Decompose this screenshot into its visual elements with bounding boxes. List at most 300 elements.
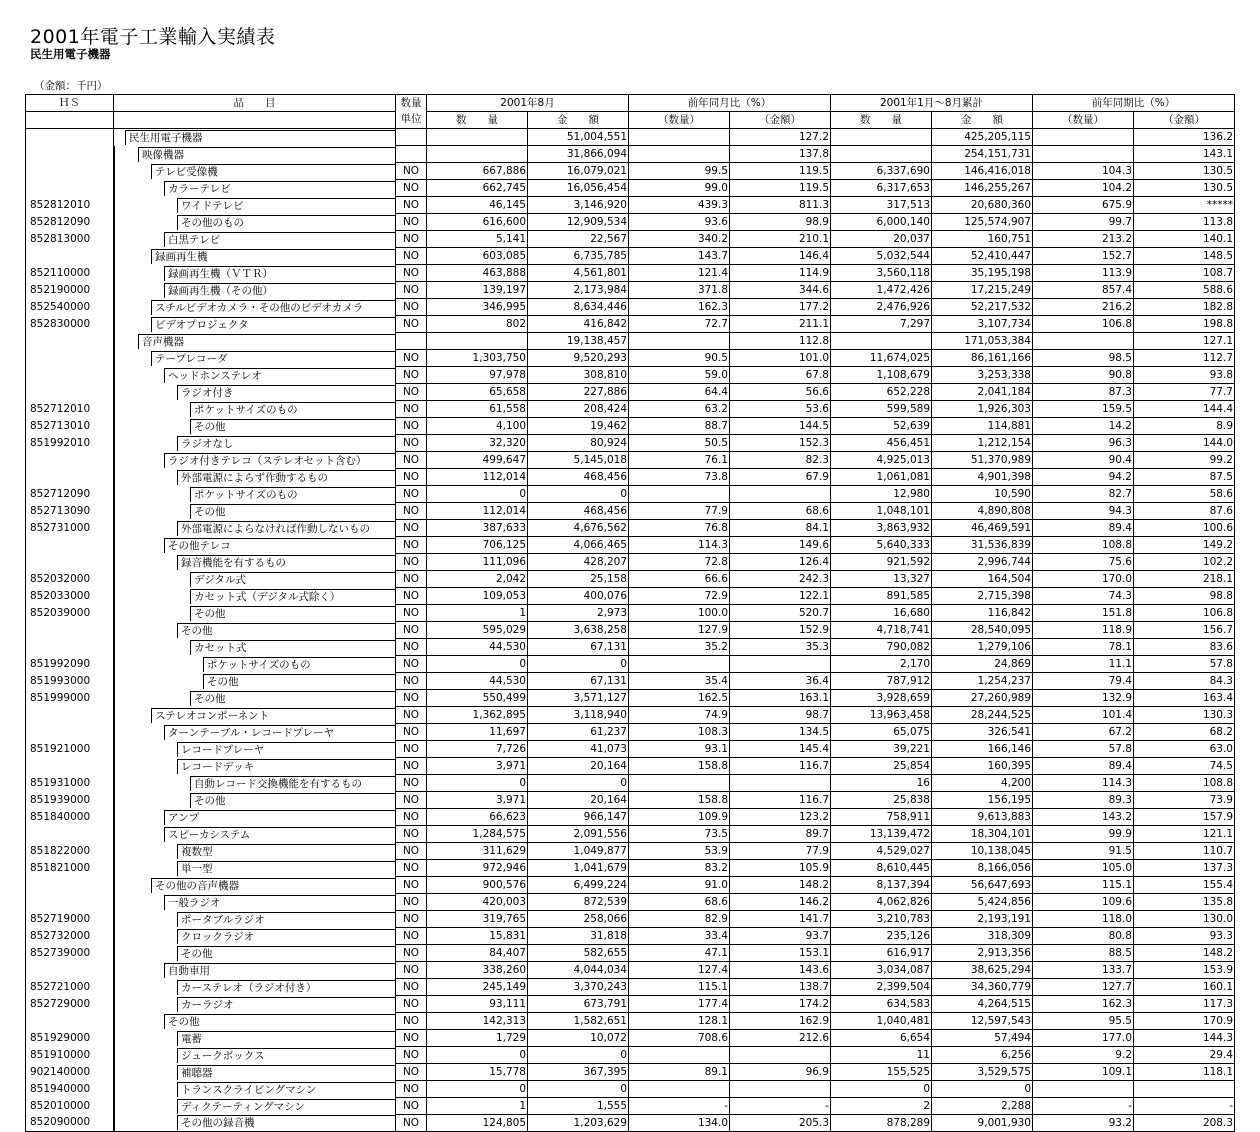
amount-cum: 2,193,191	[932, 911, 1033, 928]
qty-pct-month: 91.0	[629, 877, 730, 894]
amount-pct-month: 149.6	[730, 537, 831, 554]
hs-code: 852010000	[26, 1098, 114, 1115]
qty-month: 338,260	[427, 962, 528, 979]
qty-cum	[831, 333, 932, 350]
unit-cell: NO	[396, 707, 427, 724]
table-row	[26, 350, 1235, 367]
qty-month	[427, 333, 528, 350]
unit-cell: NO	[396, 1115, 427, 1132]
item-name	[114, 350, 396, 367]
amount-cum: 254,151,731	[932, 146, 1033, 163]
qty-pct-month: 439.3	[629, 197, 730, 214]
amount-month: 80,924	[528, 435, 629, 452]
qty-month: 65,658	[427, 384, 528, 401]
amount-month: 61,237	[528, 724, 629, 741]
item-name-label: 白黒テレビ	[164, 232, 395, 247]
table-row	[26, 622, 1235, 639]
table-row	[26, 571, 1235, 588]
table-row	[26, 1081, 1235, 1098]
hs-code: 851993000	[26, 673, 114, 690]
amount-pct-month: 84.1	[730, 520, 831, 537]
qty-month: 46,145	[427, 197, 528, 214]
amount-pct-cum: 127.1	[1134, 333, 1235, 350]
qty-cum: 6,317,653	[831, 180, 932, 197]
unit-cell: NO	[396, 384, 427, 401]
amount-pct-month: 93.7	[730, 928, 831, 945]
qty-cum: 11	[831, 1047, 932, 1064]
unit-cell: NO	[396, 894, 427, 911]
amount-pct-cum: 100.6	[1134, 520, 1235, 537]
qty-pct-cum: 114.3	[1033, 775, 1134, 792]
amount-cum: 31,536,839	[932, 537, 1033, 554]
item-name	[114, 554, 396, 571]
qty-month: 595,029	[427, 622, 528, 639]
amount-pct-month: -	[730, 1098, 831, 1115]
table-row	[26, 843, 1235, 860]
item-name	[114, 741, 396, 758]
qty-pct-month: 127.4	[629, 962, 730, 979]
item-name	[114, 843, 396, 860]
amount-pct-month: 67.8	[730, 367, 831, 384]
item-name	[114, 265, 396, 282]
unit-cell: NO	[396, 537, 427, 554]
amount-pct-month: 141.7	[730, 911, 831, 928]
amount-pct-cum: 63.0	[1134, 741, 1235, 758]
amount-pct-month: 119.5	[730, 163, 831, 180]
amount-pct-month: 146.2	[730, 894, 831, 911]
amount-cum: 10,590	[932, 486, 1033, 503]
table-row	[26, 214, 1235, 231]
hs-code	[26, 180, 114, 197]
qty-pct-month	[629, 775, 730, 792]
qty-month: 2,042	[427, 571, 528, 588]
amount-pct-cum: 93.3	[1134, 928, 1235, 945]
amount-month: 31,866,094	[528, 146, 629, 163]
item-name-label: カーラジオ	[177, 997, 395, 1012]
item-name-label: 音声機器	[138, 334, 395, 349]
qty-month: 7,726	[427, 741, 528, 758]
amount-month: 4,676,562	[528, 520, 629, 537]
amount-cum: 2,913,356	[932, 945, 1033, 962]
qty-cum: 8,610,445	[831, 860, 932, 877]
qty-month: 139,197	[427, 282, 528, 299]
qty-month: 972,946	[427, 860, 528, 877]
amount-month: 19,462	[528, 418, 629, 435]
qty-month: 706,125	[427, 537, 528, 554]
qty-pct-month	[629, 333, 730, 350]
qty-pct-month: 35.2	[629, 639, 730, 656]
item-name-label: ラジオ付き	[177, 385, 395, 400]
unit-cell: NO	[396, 690, 427, 707]
qty-pct-cum: 104.2	[1033, 180, 1134, 197]
amount-pct-month: 145.4	[730, 741, 831, 758]
item-name	[114, 588, 396, 605]
amount-cum: 8,166,056	[932, 860, 1033, 877]
qty-pct-month: 82.9	[629, 911, 730, 928]
qty-pct-cum: 132.9	[1033, 690, 1134, 707]
amount-month: 9,520,293	[528, 350, 629, 367]
qty-pct-month: 33.4	[629, 928, 730, 945]
amount-pct-cum: 163.4	[1134, 690, 1235, 707]
qty-cum	[831, 129, 932, 146]
amount-month: 31,818	[528, 928, 629, 945]
qty-pct-month: 47.1	[629, 945, 730, 962]
amount-month: 0	[528, 1047, 629, 1064]
amount-cum: 146,255,267	[932, 180, 1033, 197]
qty-pct-cum: 90.4	[1033, 452, 1134, 469]
amount-pct-cum: *****	[1134, 197, 1235, 214]
item-name	[114, 877, 396, 894]
amount-pct-month: 212.6	[730, 1030, 831, 1047]
table-row	[26, 520, 1235, 537]
table-row	[26, 1064, 1235, 1081]
qty-pct-month: 93.6	[629, 214, 730, 231]
hs-code: 851931000	[26, 775, 114, 792]
amount-pct-month: 77.9	[730, 843, 831, 860]
qty-cum: 16,680	[831, 605, 932, 622]
unit-cell: NO	[396, 996, 427, 1013]
amount-pct-cum: 144.3	[1134, 1030, 1235, 1047]
amount-pct-month: 127.2	[730, 129, 831, 146]
header-hs: ＨＳ	[26, 95, 114, 112]
item-name-label: アンプ	[164, 810, 395, 825]
item-name-label: 映像機器	[138, 147, 395, 162]
qty-pct-cum: 80.8	[1033, 928, 1134, 945]
qty-cum: 1,048,101	[831, 503, 932, 520]
unit-cell: NO	[396, 401, 427, 418]
amount-month: 468,456	[528, 503, 629, 520]
qty-pct-month: 76.1	[629, 452, 730, 469]
qty-month: 319,765	[427, 911, 528, 928]
hs-code: 851921000	[26, 741, 114, 758]
header-amount-month: 金 額	[528, 112, 629, 129]
qty-month: 1,362,895	[427, 707, 528, 724]
table-row	[26, 180, 1235, 197]
amount-cum: 1,926,303	[932, 401, 1033, 418]
item-name-label: ディクテーティングマシン	[177, 1099, 395, 1114]
item-name	[114, 452, 396, 469]
hs-code: 852812010	[26, 197, 114, 214]
hs-code	[26, 537, 114, 554]
table-row	[26, 537, 1235, 554]
amount-cum: 9,613,883	[932, 809, 1033, 826]
amount-pct-cum: 68.2	[1134, 724, 1235, 741]
item-name-label: カラーテレビ	[164, 181, 395, 196]
amount-pct-cum: 93.8	[1134, 367, 1235, 384]
qty-month: 1,284,575	[427, 826, 528, 843]
amount-month: 258,066	[528, 911, 629, 928]
table-row	[26, 894, 1235, 911]
qty-pct-month: 114.3	[629, 537, 730, 554]
item-name	[114, 962, 396, 979]
amount-month: 16,056,454	[528, 180, 629, 197]
amount-pct-cum: 137.3	[1134, 860, 1235, 877]
qty-pct-cum: 118.0	[1033, 911, 1134, 928]
qty-pct-cum: 101.4	[1033, 707, 1134, 724]
qty-pct-month: 72.9	[629, 588, 730, 605]
hs-code: 852729000	[26, 996, 114, 1013]
amount-cum: 1,279,106	[932, 639, 1033, 656]
amount-pct-cum: 218.1	[1134, 571, 1235, 588]
qty-cum: 13,963,458	[831, 707, 932, 724]
hs-code	[26, 707, 114, 724]
amount-pct-month: 101.0	[730, 350, 831, 367]
amount-pct-month: 68.6	[730, 503, 831, 520]
item-name-label: ビデオプロジェクタ	[151, 317, 395, 332]
qty-month: 550,499	[427, 690, 528, 707]
item-name-label: テープレコーダ	[151, 351, 395, 366]
qty-month: 15,831	[427, 928, 528, 945]
item-name-label: 録画再生機（ＶＴＲ）	[164, 266, 395, 281]
table-row	[26, 1013, 1235, 1030]
qty-pct-month: 121.4	[629, 265, 730, 282]
table-row	[26, 129, 1235, 146]
qty-pct-month: 72.8	[629, 554, 730, 571]
qty-pct-month: 158.8	[629, 792, 730, 809]
qty-pct-cum: 152.7	[1033, 248, 1134, 265]
item-name	[114, 758, 396, 775]
qty-cum: 3,928,659	[831, 690, 932, 707]
item-name-label: スチルビデオカメラ・その他のビデオカメラ	[151, 300, 395, 315]
amount-month: 0	[528, 486, 629, 503]
qty-cum: 4,925,013	[831, 452, 932, 469]
qty-pct-cum: 79.4	[1033, 673, 1134, 690]
qty-pct-cum: 105.0	[1033, 860, 1134, 877]
qty-pct-cum: 151.8	[1033, 605, 1134, 622]
qty-pct-cum: 127.7	[1033, 979, 1134, 996]
import-results-table	[25, 94, 1235, 1132]
amount-cum: 114,881	[932, 418, 1033, 435]
hs-code: 852032000	[26, 571, 114, 588]
unit-cell: NO	[396, 673, 427, 690]
item-name	[114, 146, 396, 163]
amount-cum: 46,469,591	[932, 520, 1033, 537]
header-yoy-cum: 前年同期比（%）	[1033, 95, 1235, 112]
item-name-label: その他	[190, 606, 395, 621]
amount-pct-month	[730, 656, 831, 673]
qty-pct-cum: 9.2	[1033, 1047, 1134, 1064]
amount-pct-cum: 588.6	[1134, 282, 1235, 299]
hs-code	[26, 554, 114, 571]
qty-month: 66,623	[427, 809, 528, 826]
qty-pct-cum: 143.2	[1033, 809, 1134, 826]
amount-pct-cum: 73.9	[1134, 792, 1235, 809]
amount-pct-month	[730, 775, 831, 792]
item-name	[114, 1115, 396, 1132]
table-row	[26, 656, 1235, 673]
amount-month: 227,886	[528, 384, 629, 401]
item-name-label: スピーカシステム	[164, 827, 395, 842]
hs-code: 852712090	[26, 486, 114, 503]
qty-pct-cum: 99.9	[1033, 826, 1134, 843]
item-name-label: 電蓄	[177, 1031, 395, 1046]
qty-pct-cum: 89.4	[1033, 520, 1134, 537]
unit-cell	[396, 333, 427, 350]
item-name	[114, 1064, 396, 1081]
amount-cum: 6,256	[932, 1047, 1033, 1064]
amount-pct-month: 134.5	[730, 724, 831, 741]
amount-pct-month: 211.1	[730, 316, 831, 333]
item-name-label: デジタル式	[190, 572, 395, 587]
header-row-1	[26, 95, 1235, 112]
table-row	[26, 367, 1235, 384]
item-name-label: その他	[164, 1014, 395, 1029]
item-name	[114, 520, 396, 537]
table-row	[26, 197, 1235, 214]
qty-month: 603,085	[427, 248, 528, 265]
hs-code	[26, 333, 114, 350]
amount-pct-cum: 198.8	[1134, 316, 1235, 333]
amount-pct-month: 137.8	[730, 146, 831, 163]
qty-pct-cum: 118.9	[1033, 622, 1134, 639]
qty-cum: 599,589	[831, 401, 932, 418]
amount-month: 16,079,021	[528, 163, 629, 180]
qty-cum: 52,639	[831, 418, 932, 435]
amount-pct-month: 144.5	[730, 418, 831, 435]
item-name-label: 録画再生機	[151, 249, 395, 264]
amount-month: 0	[528, 1081, 629, 1098]
qty-month: 112,014	[427, 503, 528, 520]
item-name-label: ターンテーブル・レコードプレーヤ	[164, 725, 395, 740]
amount-pct-cum: 130.5	[1134, 180, 1235, 197]
amount-cum: 27,260,989	[932, 690, 1033, 707]
unit-cell: NO	[396, 741, 427, 758]
qty-pct-cum: 115.1	[1033, 877, 1134, 894]
qty-pct-cum: 74.3	[1033, 588, 1134, 605]
qty-pct-month: 74.9	[629, 707, 730, 724]
amount-pct-month: 36.4	[730, 673, 831, 690]
amount-pct-month	[730, 1047, 831, 1064]
qty-pct-cum	[1033, 146, 1134, 163]
amount-pct-cum: 74.5	[1134, 758, 1235, 775]
amount-pct-cum: 98.8	[1134, 588, 1235, 605]
amount-cum: 2,715,398	[932, 588, 1033, 605]
qty-pct-cum: 11.1	[1033, 656, 1134, 673]
unit-cell: NO	[396, 843, 427, 860]
qty-month: 84,407	[427, 945, 528, 962]
amount-pct-cum: 112.7	[1134, 350, 1235, 367]
page-title: 2001年電子工業輸入実績表	[30, 26, 276, 48]
amount-pct-cum: 102.2	[1134, 554, 1235, 571]
amount-pct-cum: 108.8	[1134, 775, 1235, 792]
amount-pct-cum: 140.1	[1134, 231, 1235, 248]
unit-cell: NO	[396, 656, 427, 673]
unit-cell: NO	[396, 1047, 427, 1064]
item-name-label: ワイドテレビ	[177, 198, 395, 213]
qty-month: 667,886	[427, 163, 528, 180]
item-name-label: ラジオ付きテレコ（ステレオセット含む）	[164, 453, 395, 468]
amount-pct-cum: 130.3	[1134, 707, 1235, 724]
qty-cum: 16	[831, 775, 932, 792]
amount-pct-month: 811.3	[730, 197, 831, 214]
item-name	[114, 214, 396, 231]
item-name	[114, 690, 396, 707]
header-yoy-month: 前年同月比（%）	[629, 95, 831, 112]
item-name	[114, 1013, 396, 1030]
amount-month: 0	[528, 775, 629, 792]
table-row	[26, 911, 1235, 928]
hs-code: 852721000	[26, 979, 114, 996]
unit-cell: NO	[396, 248, 427, 265]
qty-cum: 616,917	[831, 945, 932, 962]
amount-cum: 28,540,095	[932, 622, 1033, 639]
hs-code: 851840000	[26, 809, 114, 826]
amount-cum: 2,996,744	[932, 554, 1033, 571]
qty-pct-month: 134.0	[629, 1115, 730, 1132]
item-name	[114, 639, 396, 656]
hs-code: 851992010	[26, 435, 114, 452]
amount-month: 20,164	[528, 792, 629, 809]
amount-cum: 1,212,154	[932, 435, 1033, 452]
item-name-label: 一般ラジオ	[164, 895, 395, 910]
amount-pct-cum: 130.0	[1134, 911, 1235, 928]
hs-code	[26, 894, 114, 911]
qty-month: 499,647	[427, 452, 528, 469]
amount-month: 51,004,551	[528, 129, 629, 146]
qty-pct-month	[629, 1047, 730, 1064]
amount-pct-month: 112.8	[730, 333, 831, 350]
qty-month: 0	[427, 1047, 528, 1064]
item-name	[114, 571, 396, 588]
qty-cum: 11,674,025	[831, 350, 932, 367]
unit-cell: NO	[396, 197, 427, 214]
qty-pct-cum: 14.2	[1033, 418, 1134, 435]
amount-cum: 38,625,294	[932, 962, 1033, 979]
unit-cell: NO	[396, 1013, 427, 1030]
item-name-label: カーステレオ（ラジオ付き）	[177, 980, 395, 995]
qty-month: 61,558	[427, 401, 528, 418]
qty-cum: 155,525	[831, 1064, 932, 1081]
item-name-label: ヘッドホンステレオ	[164, 368, 395, 383]
item-name	[114, 894, 396, 911]
item-name	[114, 469, 396, 486]
item-name-label: 自動レコード交換機能を有するもの	[190, 776, 395, 791]
amount-pct-cum: 110.7	[1134, 843, 1235, 860]
item-name-label: 録音機能を有するもの	[177, 555, 395, 570]
qty-pct-month: 72.7	[629, 316, 730, 333]
unit-cell: NO	[396, 299, 427, 316]
amount-month: 5,145,018	[528, 452, 629, 469]
hs-code: 851999000	[26, 690, 114, 707]
qty-pct-cum: 675.9	[1033, 197, 1134, 214]
header-unit-top: 数量	[396, 95, 427, 112]
table-row	[26, 690, 1235, 707]
qty-pct-cum: 90.8	[1033, 367, 1134, 384]
amount-month: 1,582,651	[528, 1013, 629, 1030]
header-amount-cum: 金 額	[932, 112, 1033, 129]
amount-cum: 166,146	[932, 741, 1033, 758]
item-name	[114, 435, 396, 452]
amount-cum: 52,217,532	[932, 299, 1033, 316]
item-name	[114, 945, 396, 962]
qty-month: 44,530	[427, 673, 528, 690]
qty-cum: 20,037	[831, 231, 932, 248]
qty-pct-cum: 99.7	[1033, 214, 1134, 231]
qty-pct-month: 59.0	[629, 367, 730, 384]
amount-pct-month: 143.6	[730, 962, 831, 979]
unit-cell: NO	[396, 265, 427, 282]
hs-code	[26, 146, 114, 163]
unit-cell: NO	[396, 418, 427, 435]
qty-pct-month: 108.3	[629, 724, 730, 741]
item-name-label: 自動車用	[164, 963, 395, 978]
unit-cell: NO	[396, 1081, 427, 1098]
item-name-label: ラジオなし	[177, 436, 395, 451]
table-row	[26, 469, 1235, 486]
unit-cell: NO	[396, 724, 427, 741]
qty-cum: 3,210,783	[831, 911, 932, 928]
qty-month	[427, 129, 528, 146]
